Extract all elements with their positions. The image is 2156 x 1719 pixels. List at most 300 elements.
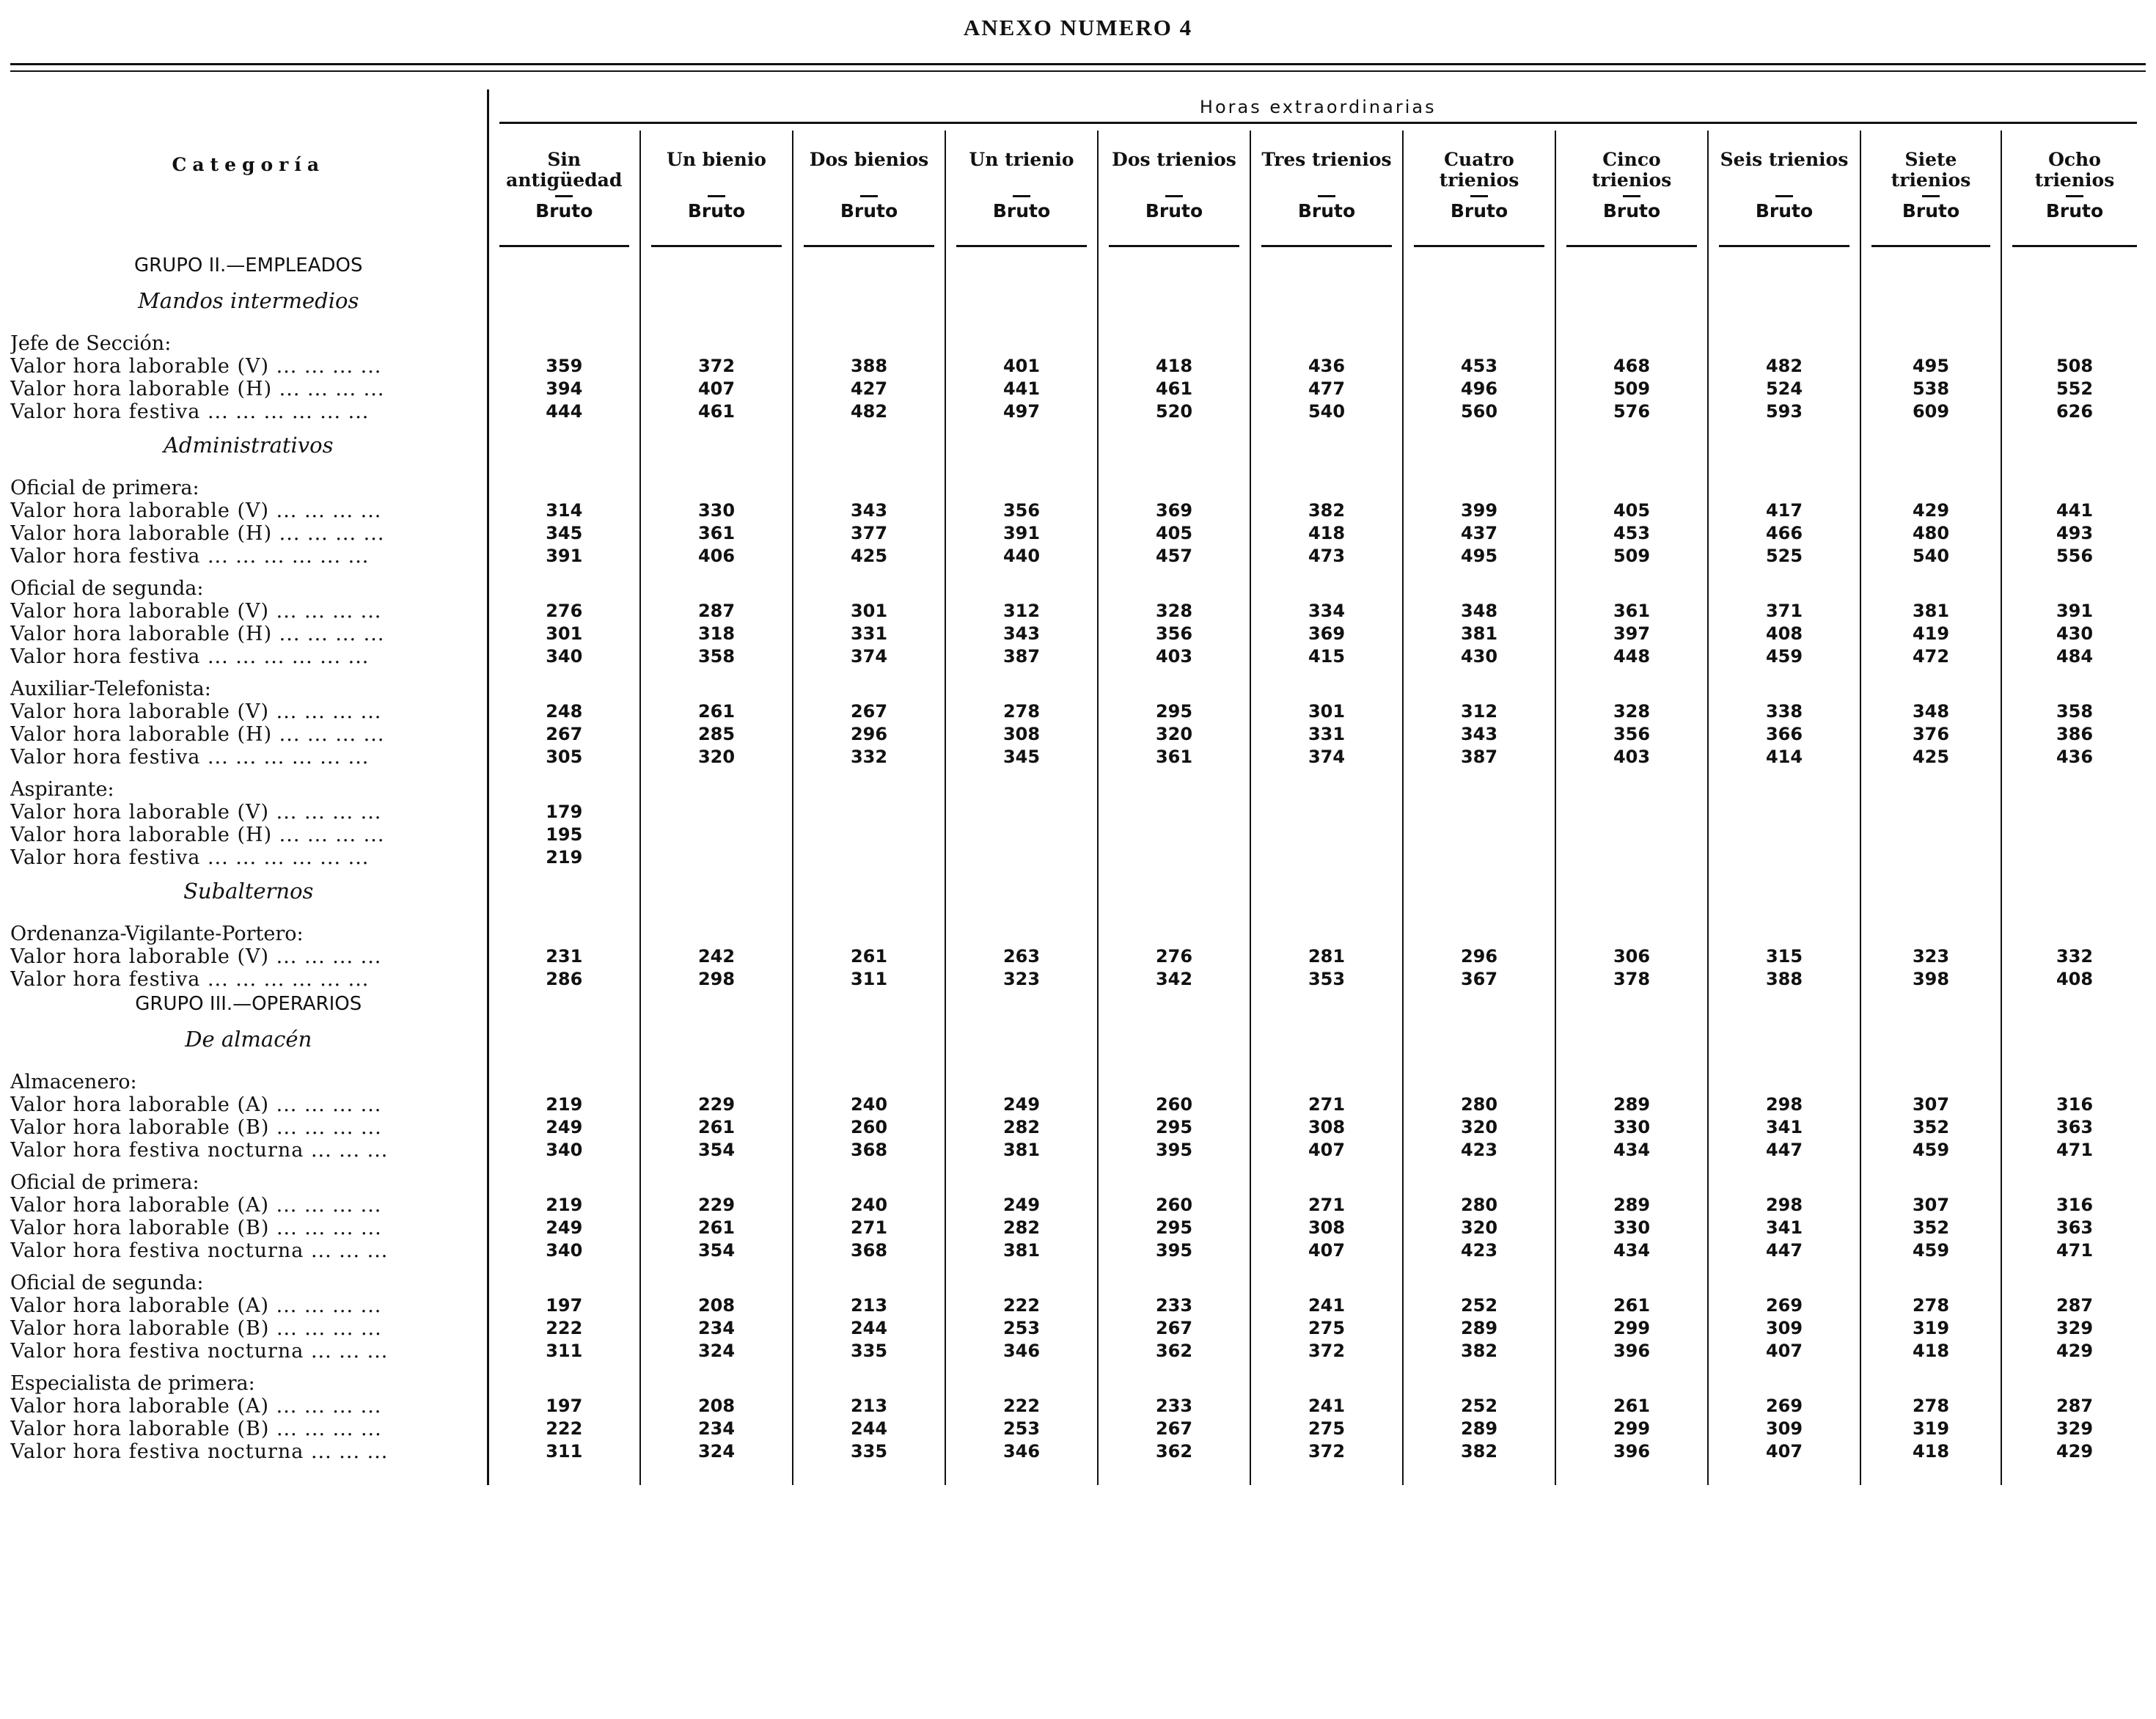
value-cell: 395 [1098,1139,1250,1162]
empty-cell [640,423,793,467]
value-cell: 319 [1860,1317,2001,1340]
empty-cell [1250,467,1403,499]
value-cell: 540 [1250,400,1403,423]
empty-cell [1250,1262,1403,1294]
empty-cell [488,769,640,801]
value-cell: 493 [2001,522,2147,545]
empty-cell [1860,1017,2001,1061]
top-rule [10,63,2146,65]
empty-cell [945,568,1098,600]
empty-cell [2001,568,2147,600]
table-row [10,1217,2147,1239]
value-cell: 346 [945,1440,1098,1463]
value-cell: 208 [640,1395,793,1418]
value-cell: 381 [945,1139,1098,1162]
value-cell: 341 [1708,1116,1860,1139]
value-cell: 281 [1250,945,1403,968]
category-header-label: Categoría [172,154,326,175]
value-cell: 386 [2001,723,2147,746]
row-label: Valor hora laborable (H) ... ... ... ... [10,522,488,545]
empty-cell [1098,279,1250,323]
value-cell: 234 [640,1418,793,1440]
empty-cell [1860,252,2001,279]
empty-cell [488,1061,640,1093]
value-cell: 423 [1403,1139,1555,1162]
value-cell: 219 [546,1094,583,1115]
value-cell: 388 [793,355,945,378]
value-cell: 296 [793,723,945,746]
value-cell: 314 [546,500,583,521]
value-cell: 341 [1708,1217,1860,1239]
value-cell: 381 [1403,623,1555,645]
empty-cell [1708,568,1860,600]
empty-cell [1403,991,1555,1017]
value-cell: 320 [640,746,793,769]
empty-cell [793,1162,945,1194]
value-cell [1403,846,1555,869]
value-cell: 480 [1860,522,2001,545]
value-cell: 332 [793,746,945,769]
empty-cell [488,991,640,1017]
value-cell [793,801,945,824]
column-header-name: Ocho trienios [2034,149,2115,191]
value-cell: 430 [2001,623,2147,645]
value-cell: 391 [2001,600,2147,623]
empty-cell [1708,668,1860,700]
value-cell: 311 [546,1341,583,1361]
value-cell: 381 [1860,600,2001,623]
empty-cell [640,252,793,279]
value-cell: 289 [1555,1194,1708,1217]
value-cell: 275 [1250,1418,1403,1440]
value-cell: 358 [2001,700,2147,723]
column-header-name: Dos trienios [1112,149,1236,170]
empty-cell [2001,1061,2147,1093]
value-cell: 356 [945,499,1098,522]
table-row [10,1194,2147,1217]
empty-cell [1708,1162,1860,1194]
row-label: Valor hora laborable (V) ... ... ... ... [10,945,488,968]
column-header-dash [1775,195,1793,197]
value-cell: 269 [1708,1395,1860,1418]
value-cell: 319 [1860,1418,2001,1440]
value-cell: 244 [793,1317,945,1340]
value-cell: 260 [793,1116,945,1139]
row-label: Valor hora festiva nocturna ... ... ... [10,1139,488,1162]
value-cell: 312 [1403,700,1555,723]
empty-cell [2001,668,2147,700]
empty-cell [793,1363,945,1395]
value-cell: 343 [793,499,945,522]
value-cell: 407 [1708,1340,1860,1363]
value-cell: 391 [546,546,583,566]
value-cell: 441 [945,378,1098,400]
table-row [10,1116,2147,1139]
value-cell [1098,846,1250,869]
table-row [10,355,2147,378]
value-cell: 437 [1403,522,1555,545]
empty-cell [793,1463,945,1485]
row-label: Valor hora laborable (A) ... ... ... ... [10,1395,488,1418]
value-cell: 331 [793,623,945,645]
empty-cell [1250,568,1403,600]
group-heading-row [10,991,2147,1017]
value-cell: 477 [1250,378,1403,400]
value-cell: 308 [1250,1116,1403,1139]
value-cell: 219 [546,847,583,868]
empty-cell [793,869,945,913]
value-cell: 340 [546,1240,583,1261]
column-header [1098,131,1250,252]
empty-cell [1555,323,1708,355]
empty-cell [1250,1162,1403,1194]
empty-cell [1403,1017,1555,1061]
value-cell: 213 [793,1294,945,1317]
empty-cell [1860,913,2001,945]
value-cell: 368 [793,1139,945,1162]
value-cell: 330 [1555,1217,1708,1239]
value-cell: 241 [1250,1294,1403,1317]
value-cell: 340 [546,1140,583,1160]
value-cell: 260 [1098,1194,1250,1217]
group-heading: GRUPO II.—EMPLEADOS [10,252,488,279]
value-cell: 311 [793,968,945,991]
value-cell: 323 [1860,945,2001,968]
value-cell: 391 [945,522,1098,545]
value-cell [945,824,1098,846]
value-cell: 208 [640,1294,793,1317]
empty-cell [2001,991,2147,1017]
value-cell: 356 [1098,623,1250,645]
empty-cell [1555,769,1708,801]
value-cell: 244 [793,1418,945,1440]
value-cell: 306 [1555,945,1708,968]
value-cell: 374 [1250,746,1403,769]
value-cell: 301 [793,600,945,623]
category-heading-row [10,323,2147,355]
value-cell: 447 [1708,1139,1860,1162]
row-label: Valor hora laborable (H) ... ... ... ... [10,723,488,746]
empty-cell [1403,279,1555,323]
value-cell: 275 [1250,1317,1403,1340]
value-cell: 427 [793,378,945,400]
empty-cell [2001,1017,2147,1061]
value-cell: 401 [945,355,1098,378]
empty-cell [1098,1061,1250,1093]
column-header-dash [1623,195,1640,197]
empty-cell [1250,1017,1403,1061]
value-cell: 263 [945,945,1098,968]
empty-cell [1555,869,1708,913]
empty-cell [2001,869,2147,913]
empty-cell [1098,467,1250,499]
empty-cell [945,252,1098,279]
value-cell: 497 [945,400,1098,423]
value-cell: 282 [945,1116,1098,1139]
value-cell: 330 [640,499,793,522]
category-heading: Ordenanza-Vigilante-Portero: [10,913,488,945]
column-header [1860,131,2001,252]
value-cell: 320 [1403,1116,1555,1139]
value-cell: 323 [945,968,1098,991]
column-header [640,131,793,252]
table-row [10,723,2147,746]
row-label: Valor hora laborable (V) ... ... ... ... [10,801,488,824]
empty-cell [488,423,640,467]
empty-cell [488,1017,640,1061]
value-cell: 276 [1098,945,1250,968]
value-cell: 459 [1860,1239,2001,1262]
empty-cell [1555,467,1708,499]
empty-cell [1403,913,1555,945]
empty-cell [1860,323,2001,355]
empty-cell [640,323,793,355]
value-cell: 407 [1250,1139,1403,1162]
value-cell [640,846,793,869]
value-cell: 305 [546,747,583,767]
category-heading: Aspirante: [10,769,488,801]
empty-cell [1250,1061,1403,1093]
empty-cell [1250,1363,1403,1395]
column-header-unit: Bruto [1902,200,1960,221]
value-cell: 261 [640,1116,793,1139]
value-cell: 414 [1708,746,1860,769]
value-cell: 271 [1250,1194,1403,1217]
value-cell [2001,824,2147,846]
row-label: Valor hora laborable (V) ... ... ... ... [10,600,488,623]
value-cell: 352 [1860,1217,2001,1239]
empty-cell [1555,1262,1708,1294]
table-row [10,1317,2147,1340]
row-label: Valor hora laborable (H) ... ... ... ... [10,623,488,645]
value-cell: 525 [1708,545,1860,568]
empty-cell [1708,423,1860,467]
value-cell [2001,801,2147,824]
top-rule-thin [10,70,2146,72]
empty-cell [2001,1262,2147,1294]
value-cell: 448 [1555,645,1708,668]
value-cell [1098,801,1250,824]
category-heading: Oficial de segunda: [10,1262,488,1294]
value-cell: 253 [945,1317,1098,1340]
value-cell: 556 [2001,545,2147,568]
table-row [10,499,2147,522]
empty-cell [1555,1463,1708,1485]
row-label: Valor hora laborable (V) ... ... ... ... [10,355,488,378]
group-heading-row [10,252,2147,279]
value-cell: 222 [546,1318,583,1338]
category-heading: Oficial de primera: [10,1162,488,1194]
value-cell: 222 [945,1395,1098,1418]
empty-cell [1860,991,2001,1017]
empty-cell [793,1262,945,1294]
value-cell [945,846,1098,869]
value-cell: 249 [546,1117,583,1137]
empty-cell [1403,568,1555,600]
subgroup-heading: Subalternos [10,869,488,913]
subgroup-heading-row [10,869,2147,913]
table-row [10,1139,2147,1162]
empty-cell [1860,279,2001,323]
value-cell: 311 [546,1441,583,1462]
value-cell: 457 [1098,545,1250,568]
table-row [10,545,2147,568]
row-label: Valor hora laborable (B) ... ... ... ... [10,1418,488,1440]
value-cell: 318 [640,623,793,645]
value-cell: 609 [1860,400,2001,423]
value-cell: 253 [945,1418,1098,1440]
value-cell: 378 [1555,968,1708,991]
value-cell: 459 [1708,645,1860,668]
value-cell [793,846,945,869]
value-cell: 335 [793,1340,945,1363]
value-cell: 387 [1403,746,1555,769]
value-cell: 382 [1403,1440,1555,1463]
value-cell: 271 [1250,1093,1403,1116]
empty-cell [1708,869,1860,913]
value-cell: 343 [945,623,1098,645]
empty-cell [1403,869,1555,913]
value-cell: 495 [1860,355,2001,378]
value-cell: 363 [2001,1217,2147,1239]
empty-cell [1250,769,1403,801]
empty-cell [640,991,793,1017]
column-header-name: Seis trienios [1720,149,1849,170]
value-cell: 415 [1250,645,1403,668]
subgroup-heading: Mandos intermedios [10,279,488,323]
table-row [10,645,2147,668]
table-row [10,1294,2147,1317]
empty-cell [1098,769,1250,801]
value-cell: 372 [1250,1440,1403,1463]
empty-cell [793,668,945,700]
empty-cell [1860,1262,2001,1294]
empty-cell [1098,913,1250,945]
value-cell: 471 [2001,1239,2147,1262]
value-cell: 388 [1708,968,1860,991]
empty-cell [1708,769,1860,801]
empty-cell [793,913,945,945]
empty-cell [1250,668,1403,700]
empty-cell [1708,323,1860,355]
empty-cell [1708,467,1860,499]
empty-cell [945,1017,1098,1061]
value-cell: 366 [1708,723,1860,746]
value-cell: 560 [1403,400,1555,423]
value-cell: 328 [1098,600,1250,623]
empty-cell [1098,252,1250,279]
subgroup-heading-row [10,279,2147,323]
empty-cell [1098,1363,1250,1395]
empty-cell [2001,1463,2147,1485]
empty-cell [793,252,945,279]
value-cell: 179 [546,802,583,822]
value-cell: 233 [1098,1395,1250,1418]
value-cell: 359 [546,356,583,376]
value-cell: 298 [1708,1194,1860,1217]
value-cell: 289 [1555,1093,1708,1116]
category-heading-row [10,1061,2147,1093]
empty-cell [2001,323,2147,355]
value-cell: 482 [793,400,945,423]
column-header-unit: Bruto [1602,200,1661,221]
row-label: Valor hora laborable (B) ... ... ... ... [10,1317,488,1340]
empty-cell [1098,668,1250,700]
value-cell: 338 [1708,700,1860,723]
column-header-dash [708,195,725,197]
column-header-dash [1013,195,1030,197]
value-cell: 524 [1708,378,1860,400]
value-cell: 261 [640,700,793,723]
empty-cell [1555,568,1708,600]
value-cell: 267 [1098,1317,1250,1340]
value-cell: 320 [1098,723,1250,746]
value-cell: 405 [1555,499,1708,522]
column-header [488,131,640,252]
value-cell: 363 [2001,1116,2147,1139]
category-heading: Almacenero: [10,1061,488,1093]
empty-cell [1403,252,1555,279]
value-cell: 213 [793,1395,945,1418]
overtime-group-header [488,89,2147,131]
value-cell: 348 [1860,700,2001,723]
value-cell [945,801,1098,824]
value-cell: 367 [1403,968,1555,991]
row-label: Valor hora laborable (H) ... ... ... ... [10,824,488,846]
value-cell: 407 [1250,1239,1403,1262]
row-label: Valor hora laborable (V) ... ... ... ... [10,700,488,723]
table-row [10,700,2147,723]
value-cell: 219 [546,1195,583,1215]
table-row [10,600,2147,623]
row-label: Valor hora laborable (A) ... ... ... ... [10,1093,488,1116]
empty-cell [1555,423,1708,467]
value-cell: 382 [1250,499,1403,522]
empty-cell [1708,279,1860,323]
value-cell: 407 [640,378,793,400]
empty-cell [488,323,640,355]
empty-cell [488,869,640,913]
empty-cell [1555,1162,1708,1194]
value-cell: 301 [546,623,583,644]
column-header-name: Cuatro trienios [1439,149,1519,191]
empty-cell [1250,869,1403,913]
table-row [10,623,2147,645]
value-cell: 307 [1860,1093,2001,1116]
value-cell: 429 [2001,1440,2147,1463]
column-header-dash [1318,195,1335,197]
empty-cell [945,1162,1098,1194]
empty-cell [1860,869,2001,913]
value-cell: 538 [1860,378,2001,400]
value-cell: 397 [1555,623,1708,645]
value-cell [1403,801,1555,824]
category-heading-row [10,1162,2147,1194]
value-cell: 231 [546,946,583,967]
value-cell: 395 [1098,1239,1250,1262]
column-header-unit: Bruto [840,200,898,221]
empty-cell [1403,423,1555,467]
empty-cell [793,769,945,801]
value-cell: 429 [1860,499,2001,522]
empty-cell [1555,913,1708,945]
value-cell: 324 [640,1340,793,1363]
value-cell: 342 [1098,968,1250,991]
empty-cell [488,568,640,600]
empty-cell [640,1061,793,1093]
column-header [1250,131,1403,252]
value-cell: 459 [1860,1139,2001,1162]
